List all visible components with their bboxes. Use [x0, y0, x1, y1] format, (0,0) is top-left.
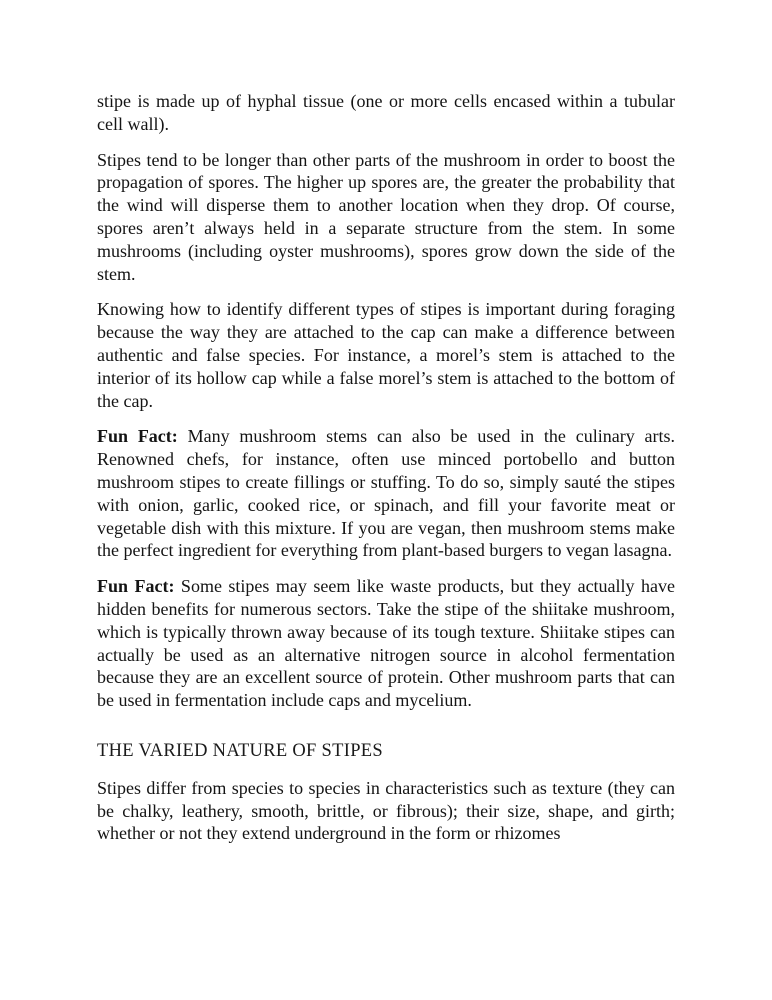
fun-fact-culinary — [97, 425, 675, 562]
paragraph-stipe-length: Stipes tend to be longer than other parts of the mushroom in order to boost the propagation of spores. The higher up spores are, the greater the probability that the wind will disperse them to another location when they drop. Of course, spores aren’t always held in a separate structure from the stem. In some mushrooms (including oyster mushrooms), spores grow down the side of the stem. — [97, 149, 675, 284]
section-heading: THE VARIED NATURE OF STIPES — [97, 740, 383, 761]
fun-fact-fermentation-text: Some stipes may seem like waste products, but they actually have hidden benefits for numerous sectors. Take the stipe of the shiitake mushroom, which is typically thrown away because of its tough texture. Shiitake stipes can actually be used as an alternative nitrogen source in alcohol fermentation because they are an excellent source of protein. Other mushroom parts that can be used in fermentation include caps and mycelium. — [97, 576, 675, 711]
fun-fact-culinary-text: Many mushroom stems can also be used in the culinary arts. Renowned chefs, for instance, often use minced portobello and button mushroom stipes to create fillings or stuffing. To do so, simply sauté the stipes with onion, garlic, cooked rice, or spinach, and fill your favorite meat or vegetable dish with this mixture. If you are vegan, then mushroom stems make the perfect ingredient for everything from plant-based burgers to vegan lasagna. — [97, 426, 675, 561]
paragraph-stipe-tissue: stipe is made up of hyphal tissue (one or more cells encased within a tubular cell wall). — [97, 91, 675, 134]
fun-fact-fermentation — [97, 575, 675, 712]
paragraph-stipe-differences: Stipes differ from species to species in characteristics such as texture (they can be chalky, leathery, smooth, brittle, or fibrous); their size, shape, and girth; whether or not they extend underground in the form or rhizomes — [97, 777, 675, 844]
paragraph-identify-stipes: Knowing how to identify different types of stipes is important during foraging because the way they are attached to the cap can make a difference between authentic and false species. For instance, a morel’s stem is attached to the interior of its hollow cap while a false morel’s stem is attached to the bottom of the cap. — [97, 299, 675, 411]
document-page — [97, 90, 675, 858]
fun-fact-label: Fun Fact: — [97, 576, 175, 597]
fun-fact-label: Fun Fact: — [97, 426, 178, 447]
